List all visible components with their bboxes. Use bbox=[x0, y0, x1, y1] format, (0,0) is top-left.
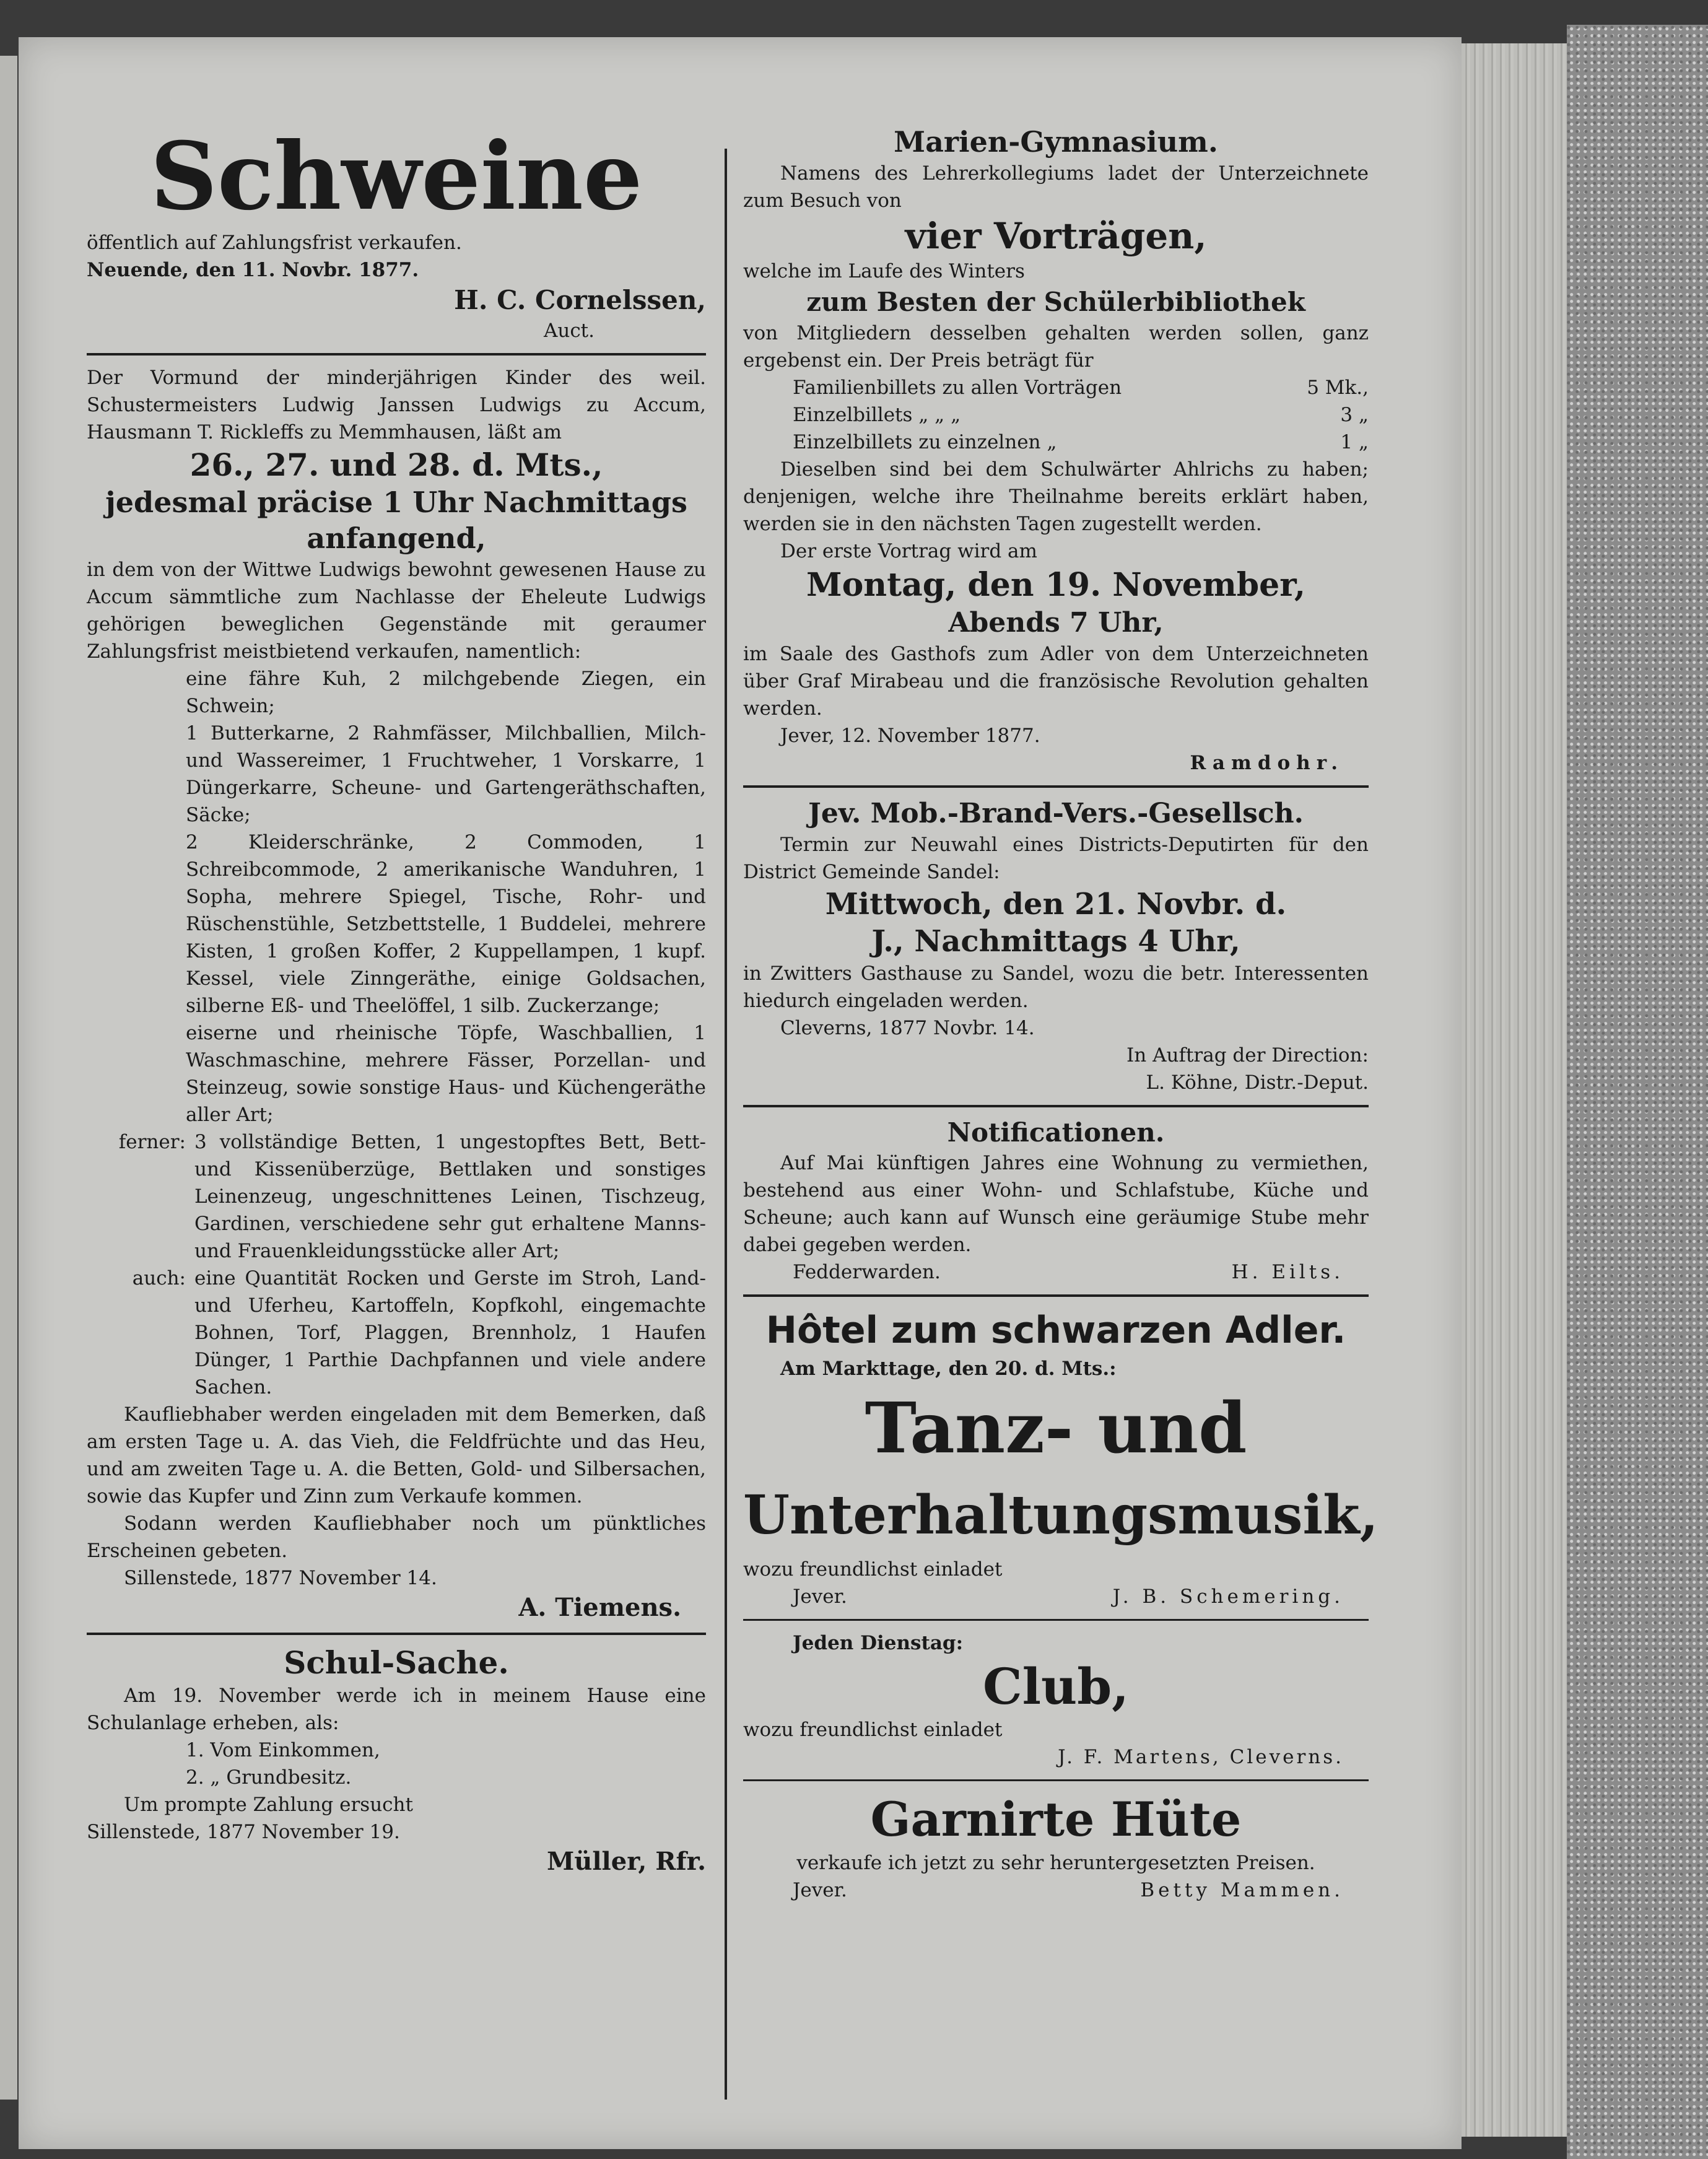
list-item: 1. Vom Einkommen, bbox=[186, 1739, 380, 1761]
separator bbox=[87, 1633, 706, 1635]
left-column bbox=[87, 124, 706, 1878]
list-label: ferner: bbox=[118, 1131, 186, 1153]
signer: J. F. Martens, Cleverns. bbox=[1058, 1746, 1344, 1768]
ad-text: im Saale des Gasthofs zum Adler von dem Unterzeichneten über Graf Mirabeau und die französische Revolution gehalten werden. bbox=[743, 643, 1369, 720]
place-date: Sillenstede, 1877 November 19. bbox=[87, 1821, 400, 1843]
list-text: eine Quantität Rocken und Gerste im Stroh, Land- und Uferheu, Kartoffeln, Kopfkohl, eingemachte Bohnen, Torf, Plaggen, Brennholz, 1 Haufen Dünger, 1 Parthie Dachpfannen und viele andere Sachen. bbox=[194, 1267, 706, 1398]
list-label: auch: bbox=[132, 1267, 186, 1289]
price-label: Einzelbillets „ „ „ bbox=[793, 404, 961, 426]
ad-headline: zum Besten der Schülerbibliothek bbox=[806, 287, 1305, 317]
signer-role: Auct. bbox=[543, 320, 595, 342]
price-value: 3 „ bbox=[1340, 404, 1369, 426]
ad-text: welche im Laufe des Winters bbox=[743, 260, 1025, 282]
separator bbox=[743, 1105, 1369, 1107]
book-cover-board bbox=[1567, 25, 1708, 2159]
ad-date: Montag, den 19. November, bbox=[806, 566, 1305, 604]
place-date: Cleverns, 1877 Novbr. 14. bbox=[780, 1017, 1035, 1039]
place: Jever. bbox=[793, 1879, 847, 1901]
previous-page-edge bbox=[0, 56, 17, 2100]
ad-title: Notificationen. bbox=[947, 1117, 1165, 1148]
ad-notificationen bbox=[743, 1116, 1369, 1286]
separator bbox=[743, 1779, 1369, 1781]
place: Fedderwarden. bbox=[793, 1261, 941, 1283]
place-date: Jever, 12. November 1877. bbox=[780, 725, 1040, 747]
ad-text: Dieselben sind bei dem Schulwärter Ahlrichs zu haben; denjenigen, welche ihre Theilnahme bereits erklärt haben, werden sie in den nächsten Tagen zugestellt werden. bbox=[743, 458, 1369, 535]
labeled-list-item bbox=[87, 1265, 706, 1401]
separator bbox=[743, 785, 1369, 788]
place-date: Neuende, den 11. Novbr. 1877. bbox=[87, 259, 419, 281]
signer: H. C. Cornelssen, bbox=[454, 285, 706, 315]
ad-text: Auf Mai künftigen Jahres eine Wohnung zu vermiethen, bestehend aus einer Wohn- und Schlafstube, Küche und Scheune; auch kann auf Wunsch eine geräumige Stube mehr dabei gegeben werden. bbox=[743, 1152, 1369, 1256]
ad-title: Schweine bbox=[150, 122, 643, 231]
ad-headline: Tanz- und bbox=[865, 1388, 1247, 1469]
ad-huete bbox=[743, 1790, 1369, 1904]
ad-gymnasium bbox=[743, 124, 1369, 777]
ad-title: Schul-Sache. bbox=[284, 1644, 509, 1681]
place: Jever. bbox=[793, 1585, 847, 1608]
ad-text: Am 19. November werde ich in meinem Hause eine Schulanlage erheben, als: bbox=[87, 1685, 706, 1734]
ad-text: Termin zur Neuwahl eines Districts-Deputirten für den District Gemeinde Sandel: bbox=[743, 834, 1369, 883]
ad-title: Garnirte Hüte bbox=[870, 1792, 1242, 1847]
list-item: eiserne und rheinische Töpfe, Waschballien, 1 Waschmaschine, mehrere Fässer, Porzellan- und Steinzeug, sowie sonstige Haus- und Küchengeräthe aller Art; bbox=[186, 1022, 706, 1126]
labeled-list-item bbox=[87, 1128, 706, 1265]
signer: Betty Mammen. bbox=[1140, 1879, 1344, 1901]
list-item: 2 Kleiderschränke, 2 Commoden, 1 Schreibcommode, 2 amerikanische Wanduhren, 1 Sopha, mehrere Spiegel, Tische, Rohr- und Rüschenstühle, Setzbettstelle, 1 Buddelei, mehrere Kisten, 1 großen Koffer, 2 Kuppellampen, 1 kupf. Kessel, viele Zinngeräthe, einige Goldsachen, silberne Eß- und Theelöffel, 1 silb. Zuckerzange; bbox=[186, 831, 706, 1017]
ad-text: Der erste Vortrag wird am bbox=[780, 540, 1037, 562]
ad-time: J., Nachmittags 4 Uhr, bbox=[871, 924, 1240, 959]
separator bbox=[743, 1619, 1369, 1621]
ad-brandversicherung bbox=[743, 796, 1369, 1096]
signer: Müller, Rfr. bbox=[547, 1847, 706, 1876]
ad-text: in Zwitters Gasthause zu Sandel, wozu die betr. Interessenten hiedurch eingeladen werden. bbox=[743, 962, 1369, 1012]
price-value: 1 „ bbox=[1340, 431, 1369, 453]
ad-title: Hôtel zum schwarzen Adler. bbox=[765, 1309, 1346, 1352]
list-item: 2. „ Grundbesitz. bbox=[186, 1766, 352, 1789]
price-row bbox=[743, 429, 1369, 456]
separator bbox=[743, 1294, 1369, 1297]
ad-date: Mittwoch, den 21. Novbr. d. bbox=[825, 887, 1287, 922]
price-label: Familienbillets zu allen Vorträgen bbox=[793, 377, 1122, 399]
ad-headline: Unterhaltungsmusik, bbox=[743, 1484, 1379, 1546]
signature-row bbox=[743, 1583, 1369, 1610]
ad-text: Jeden Dienstag: bbox=[793, 1632, 964, 1654]
signer: Ramdohr. bbox=[1190, 752, 1344, 774]
ad-text: Am Markttage, den 20. d. Mts.: bbox=[780, 1358, 1117, 1380]
ad-hotel bbox=[743, 1306, 1379, 1610]
ad-text: wozu freundlichst einladet bbox=[743, 1719, 1003, 1741]
ad-club bbox=[743, 1629, 1369, 1771]
ad-text: Der Vormund der minderjährigen Kinder des weil. Schustermeisters Ludwig Janssen Ludwigs zu Accum, Hausmann T. Rickleffs zu Memmhausen, läßt am bbox=[87, 367, 706, 443]
price-value: 5 Mk., bbox=[1307, 377, 1369, 399]
ad-time: jedesmal präcise 1 Uhr Nachmittags bbox=[105, 486, 687, 519]
ad-vormund bbox=[87, 364, 706, 1624]
ad-text: Namens des Lehrerkollegiums ladet der Unterzeichnete zum Besuch von bbox=[743, 162, 1369, 212]
right-column bbox=[743, 124, 1379, 1904]
signer-note: In Auftrag der Direction: bbox=[1126, 1044, 1369, 1066]
price-label: Einzelbillets zu einzelnen „ bbox=[793, 431, 1057, 453]
ad-headline: Club, bbox=[982, 1657, 1129, 1716]
ad-text: Sodann werden Kaufliebhaber noch um pünktliches Erscheinen gebeten. bbox=[87, 1512, 706, 1562]
signature-row bbox=[743, 1258, 1369, 1286]
ad-text: verkaufe ich jetzt zu sehr heruntergesetzten Preisen. bbox=[796, 1852, 1315, 1874]
ad-title: Marien-Gymnasium. bbox=[894, 125, 1218, 159]
ad-schweine bbox=[87, 124, 706, 344]
ad-time-cont: anfangend, bbox=[307, 521, 486, 555]
signer: H. Eilts. bbox=[1231, 1261, 1344, 1283]
ad-time: Abends 7 Uhr, bbox=[948, 607, 1164, 639]
signer: J. B. Schemering. bbox=[1112, 1585, 1344, 1608]
ad-schulsache bbox=[87, 1644, 706, 1878]
signer: A. Tiemens. bbox=[518, 1593, 681, 1622]
place-date: Sillenstede, 1877 November 14. bbox=[124, 1567, 437, 1589]
ad-text: öffentlich auf Zahlungsfrist verkaufen. bbox=[87, 232, 462, 254]
ad-text: von Mitgliedern desselben gehalten werden sollen, ganz ergebenst ein. Der Preis beträgt für bbox=[743, 322, 1369, 372]
list-text: 3 vollständige Betten, 1 ungestopftes Bett, Bett- und Kissenüberzüge, Bettlaken und sonstiges Leinenzeug, ungeschnittenes Leinen, Tischzeug, Gardinen, verschiedene sehr gut erhaltene Manns- und Frauenkleidungsstücke aller Art; bbox=[194, 1131, 706, 1262]
item-list bbox=[87, 665, 706, 1128]
ad-title: Jev. Mob.-Brand-Vers.-Gesellsch. bbox=[808, 798, 1304, 829]
list-item: eine fähre Kuh, 2 milchgebende Ziegen, ein Schwein; bbox=[186, 668, 706, 717]
ad-text: in dem von der Wittwe Ludwigs bewohnt gewesenen Hause zu Accum sämmtliche zum Nachlasse der Eheleute Ludwigs gehörigen beweglichen Gegenstände mit geraumer Zahlungsfrist meistbietend verkaufen, namentlich: bbox=[87, 559, 706, 663]
signer: L. Köhne, Distr.-Deput. bbox=[1146, 1071, 1369, 1094]
ad-text: wozu freundlichst einladet bbox=[743, 1558, 1003, 1581]
ad-date: 26., 27. und 28. d. Mts., bbox=[190, 447, 603, 483]
ad-headline: vier Vorträgen, bbox=[905, 215, 1207, 257]
separator bbox=[87, 353, 706, 355]
page-stack-edge bbox=[1462, 43, 1567, 2137]
signature-row bbox=[743, 1877, 1369, 1904]
ad-text: Um prompte Zahlung ersucht bbox=[124, 1794, 413, 1816]
list-item: 1 Butterkarne, 2 Rahmfässer, Milchballien, Milch- und Wassereimer, 1 Fruchtweher, 1 Vorskarre, 1 Düngerkarre, Scheune- und Gartengeräthschaften, Säcke; bbox=[186, 722, 706, 826]
price-row bbox=[743, 401, 1369, 429]
ad-text: Kaufliebhaber werden eingeladen mit dem Bemerken, daß am ersten Tage u. A. das Vieh, die Feldfrüchte und das Heu, und am zweiten Tage u. A. die Betten, Gold- und Silbersachen, sowie das Kupfer und Zinn zum Verkaufe kommen. bbox=[87, 1403, 706, 1507]
column-divider bbox=[725, 149, 727, 2100]
price-row bbox=[743, 374, 1369, 401]
